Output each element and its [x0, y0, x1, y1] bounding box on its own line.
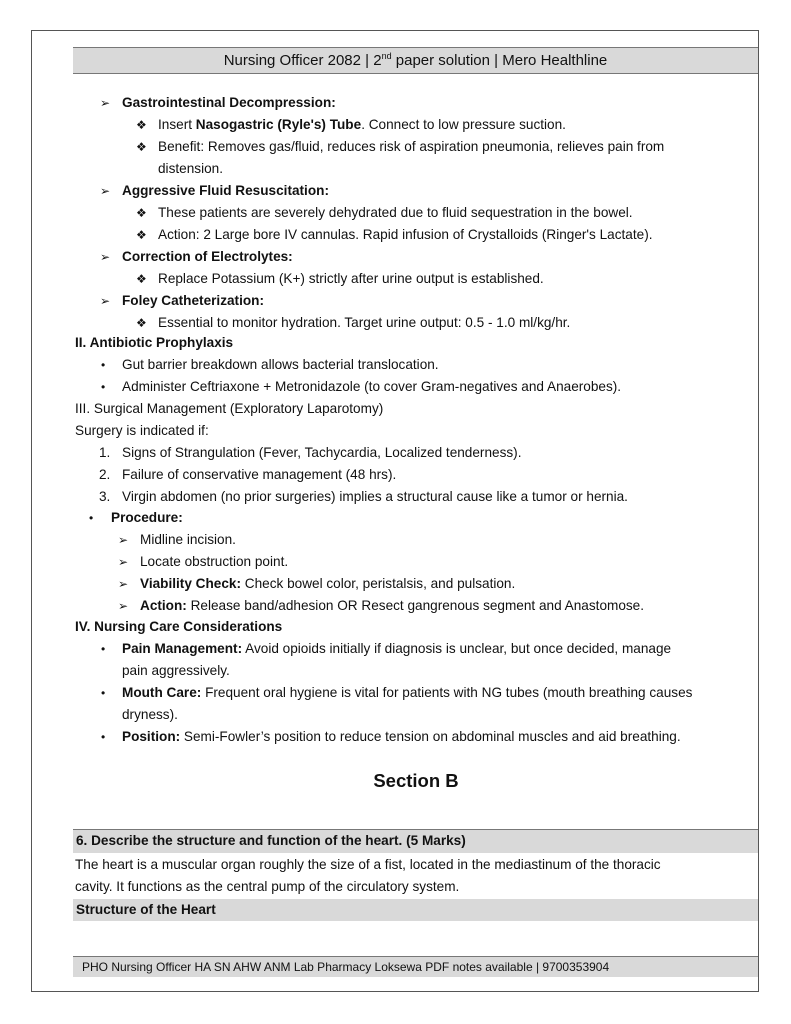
arrow-bullet: ➢ — [118, 599, 129, 613]
position-line — [122, 728, 681, 746]
procedure-step-2: Locate obstruction point. — [140, 554, 289, 569]
gi-decompression-heading: Gastrointestinal Decompression: — [122, 95, 336, 110]
mouth-care-line-2: dryness). — [122, 707, 178, 722]
question-6-bar — [73, 829, 758, 853]
header-title-pre: Nursing Officer 2082 | 2 — [223, 52, 382, 69]
procedure-step-3 — [140, 575, 515, 593]
position-text: Semi-Fowler’s position to reduce tension on abdominal muscles and aid breathing. — [180, 729, 681, 744]
antibiotic-item-2: Administer Ceftriaxone + Metronidazole (to cover Gram-negatives and Anaerobes). — [122, 379, 622, 394]
arrow-bullet: ➢ — [100, 294, 111, 308]
numbered-index: 1. — [99, 445, 111, 460]
structure-heading: Structure of the Heart — [76, 902, 216, 917]
pain-management-line-2: pain aggressively. — [122, 663, 230, 678]
foley-item-1: Essential to monitor hydration. Target urine output: 0.5 - 1.0 ml/kg/hr. — [158, 315, 571, 330]
procedure-heading: Procedure: — [111, 510, 183, 525]
pain-management-text: Avoid opioids initially if diagnosis is unclear, but once decided, manage — [242, 641, 672, 656]
procedure-step-4 — [140, 597, 644, 615]
diamond-bullet: ❖ — [136, 206, 147, 220]
gi-item-1-post: . Connect to low pressure suction. — [361, 117, 566, 132]
header-title-post: paper solution | Mero Healthline — [391, 52, 608, 69]
numbered-index: 2. — [99, 467, 111, 482]
surgical-indication-3: Virgin abdomen (no prior surgeries) implies a structural cause like a tumor or hernia. — [122, 489, 628, 504]
footer-text: PHO Nursing Officer HA SN AHW ANM Lab Pharmacy Loksewa PDF notes available | 9700353904 — [82, 960, 610, 974]
diamond-bullet: ❖ — [136, 140, 147, 154]
procedure-step-4-rest: Release band/adhesion OR Resect gangrenous segment and Anastomose. — [186, 598, 645, 613]
gi-item-2-line-2: distension. — [158, 161, 223, 176]
mouth-care-line-1 — [122, 684, 692, 702]
round-bullet: • — [101, 730, 106, 744]
diamond-bullet: ❖ — [136, 228, 147, 242]
arrow-bullet: ➢ — [100, 184, 111, 198]
round-bullet: • — [101, 380, 106, 394]
foley-heading: Foley Catheterization: — [122, 293, 264, 308]
position-label: Position: — [122, 729, 181, 744]
arrow-bullet: ➢ — [100, 250, 111, 264]
arrow-bullet: ➢ — [118, 577, 129, 591]
electrolytes-heading: Correction of Electrolytes: — [122, 249, 293, 264]
fluid-item-2: Action: 2 Large bore IV cannulas. Rapid infusion of Crystalloids (Ringer's Lactate). — [158, 227, 653, 242]
procedure-step-3-rest: Check bowel color, peristalsis, and pulsation. — [240, 576, 516, 591]
round-bullet: • — [101, 358, 106, 372]
procedure-step-1: Midline incision. — [140, 532, 236, 547]
fluid-resuscitation-heading: Aggressive Fluid Resuscitation: — [122, 183, 329, 198]
gi-item-2-line-1: Benefit: Removes gas/fluid, reduces risk of aspiration pneumonia, relieves pain from — [158, 139, 665, 154]
antibiotic-heading: II. Antibiotic Prophylaxis — [75, 335, 234, 350]
pain-management-label: Pain Management: — [122, 641, 243, 656]
diamond-bullet: ❖ — [136, 316, 147, 330]
arrow-bullet: ➢ — [100, 96, 111, 110]
answer-line-2: cavity. It functions as the central pump of the circulatory system. — [75, 879, 460, 894]
question-6-text: 6. Describe the structure and function of the heart. (5 Marks) — [76, 833, 466, 848]
surgical-indication-2: Failure of conservative management (48 hrs). — [122, 467, 397, 482]
mouth-care-text: Frequent oral hygiene is vital for patients with NG tubes (mouth breathing causes — [201, 685, 693, 700]
surgical-indication-1: Signs of Strangulation (Fever, Tachycardia, Localized tenderness). — [122, 445, 522, 460]
procedure-step-4-bold: Action: — [140, 598, 187, 613]
section-b-title: Section B — [373, 770, 459, 791]
mouth-care-label: Mouth Care: — [122, 685, 202, 700]
surgical-heading: III. Surgical Management (Exploratory Laparotomy) — [75, 401, 384, 416]
antibiotic-item-1: Gut barrier breakdown allows bacterial translocation. — [122, 357, 439, 372]
numbered-index: 3. — [99, 489, 111, 504]
round-bullet: • — [101, 642, 106, 656]
arrow-bullet: ➢ — [118, 555, 129, 569]
nursing-care-heading: IV. Nursing Care Considerations — [75, 619, 283, 634]
gi-item-1-bold: Nasogastric (Ryle's) Tube — [195, 117, 362, 132]
electrolytes-item-1: Replace Potassium (K+) strictly after urine output is established. — [158, 271, 544, 286]
fluid-item-1: These patients are severely dehydrated due to fluid sequestration in the bowel. — [158, 205, 633, 220]
procedure-step-3-bold: Viability Check: — [140, 576, 241, 591]
diamond-bullet: ❖ — [136, 272, 147, 286]
gi-item-1 — [158, 116, 566, 134]
gi-item-1-pre: Insert — [158, 117, 196, 132]
arrow-bullet: ➢ — [118, 533, 129, 547]
diamond-bullet: ❖ — [136, 118, 147, 132]
round-bullet: • — [89, 511, 94, 525]
page-footer — [73, 956, 758, 977]
answer-line-1: The heart is a muscular organ roughly the size of a fist, located in the mediastinum of the thoracic — [75, 857, 661, 872]
round-bullet: • — [101, 686, 106, 700]
pain-management-line-1 — [122, 640, 671, 658]
structure-heading-bar — [73, 899, 758, 921]
header-ordinal-suffix: nd — [381, 51, 392, 61]
surgical-intro: Surgery is indicated if: — [75, 423, 209, 438]
page-header — [73, 47, 758, 74]
